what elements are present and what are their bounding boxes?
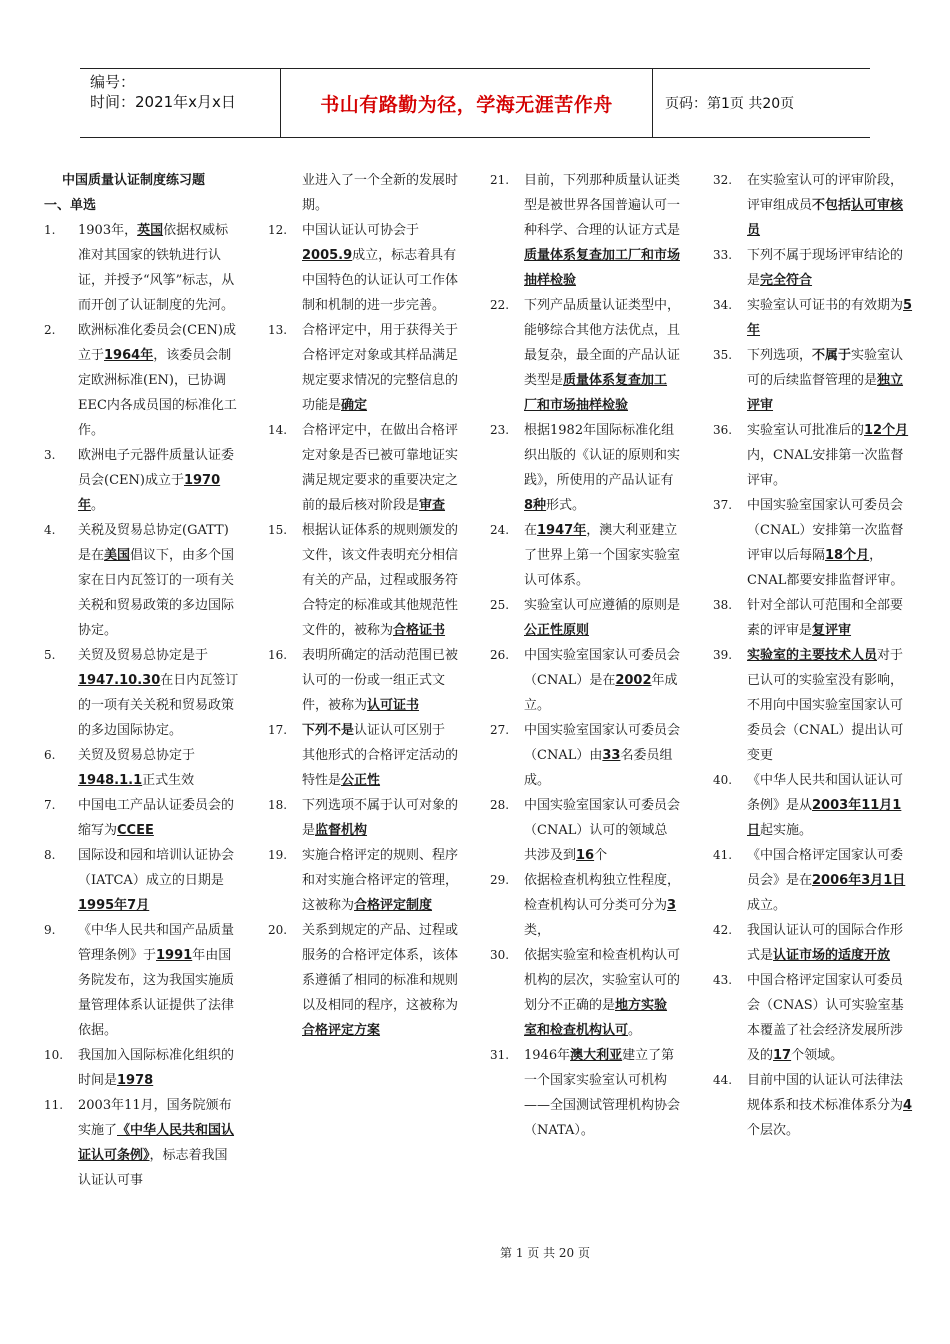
question-item: [713, 843, 913, 918]
answer-text: 12个月: [864, 423, 909, 438]
answer-text: 1991: [156, 948, 193, 963]
question-text: [747, 1068, 913, 1143]
answer-text: 合格评定制度: [354, 898, 433, 913]
answer-text: 完全符合: [760, 273, 813, 288]
question-item: [44, 918, 240, 1043]
question-item: [490, 718, 680, 793]
question-text: [524, 593, 680, 643]
question-text-part: 起实施。: [760, 823, 813, 838]
question-text-part: 中国实验室国家认可委员会（CNAL）由: [524, 723, 680, 763]
answer-text: 1964年: [104, 348, 154, 363]
question-item: [713, 593, 913, 643]
question-item: [268, 793, 458, 843]
question-number: 4.: [44, 523, 56, 537]
question-number: 11.: [44, 1098, 64, 1112]
question-text-part: 下列不属于现场评审结论的是: [747, 248, 904, 288]
question-text-part: 根据认证体系的规则颁发的文件，该文件表明充分相信有关的产品，过程或服务符合特定的标准或其他规范性文件的，被称为: [302, 523, 458, 638]
question-text: [78, 518, 240, 643]
question-text: [747, 493, 913, 593]
question-text: [524, 1043, 680, 1143]
question-keyword: 下列不是: [302, 723, 355, 738]
question-number: 20.: [268, 923, 288, 937]
question-keyword: 不属于: [812, 348, 852, 363]
answer-text: 独立评审: [747, 373, 904, 413]
question-number: 28.: [490, 798, 510, 812]
question-list: [713, 168, 913, 1143]
answer-text: 认证市场的适度开放: [773, 948, 891, 963]
answer-text: 1947年: [537, 523, 587, 538]
question-text-part: ，CNAL都要安排监督评审。: [747, 548, 904, 588]
question-item: [490, 168, 680, 293]
question-item: [490, 943, 680, 1043]
question-item: [44, 743, 240, 793]
answer-text: 美国: [104, 548, 131, 563]
question-text-part: 在: [524, 523, 538, 538]
question-text-part: 关贸及贸易总协定于: [78, 748, 196, 763]
question-number: 42.: [713, 923, 733, 937]
question-text: [747, 593, 913, 643]
question-text-part: 年由国务院发布，这为我国实施质量管理体系认证提供了法律依据。: [78, 948, 235, 1038]
question-item: [44, 843, 240, 918]
question-text-part: 中国实验室国家认可委员会（CNAL）是在: [524, 648, 680, 688]
page-footer: 第 1 页 共 20 页: [500, 1246, 590, 1260]
question-text: [747, 918, 913, 968]
question-text: [747, 643, 913, 768]
column-4: [713, 168, 913, 1228]
question-number: 31.: [490, 1048, 510, 1062]
question-text-part: 2003年11月，国务院颁布实施了: [78, 1098, 232, 1138]
question-text: [747, 843, 913, 918]
question-text-part: ，该委员会制定欧洲标准(EN)，已协调EEC内各成员国的标准化工作。: [78, 348, 237, 438]
date-label: 时间：2021年x月x日: [90, 93, 236, 111]
question-text: [302, 718, 458, 793]
question-item: [490, 793, 680, 868]
question-text-part: 目前中国的认证认可法律法规体系和技术标准体系分为: [747, 1073, 904, 1113]
question-item: [713, 1068, 913, 1143]
answer-text: 认可证书: [367, 698, 420, 713]
question-number: 22.: [490, 298, 510, 312]
question-item: [268, 218, 458, 318]
question-text-part: 中国合格评定国家认可委员会（CNAS）认可实验室基本覆盖了社会经济发展所涉及的: [747, 973, 904, 1063]
question-item: [44, 793, 240, 843]
question-text: [78, 1043, 240, 1093]
question-item: [44, 643, 240, 743]
number-label: 编号：: [90, 73, 136, 91]
answer-text: 18个月: [825, 548, 870, 563]
question-text-part: 下列选项，: [747, 348, 813, 363]
answer-text: 2006年3月1日: [812, 873, 906, 888]
question-keyword: 不包括: [812, 198, 852, 213]
question-number: 25.: [490, 598, 510, 612]
question-text: [302, 918, 458, 1043]
question-number: 26.: [490, 648, 510, 662]
question-item: [44, 443, 240, 518]
question-text-part: 。: [628, 1023, 642, 1038]
answer-text: 英国: [137, 223, 164, 238]
question-text: [78, 793, 240, 843]
question-text: [524, 643, 680, 718]
question-number: 15.: [268, 523, 288, 537]
question-text: [524, 718, 680, 793]
continued-text: 业进入了一个全新的发展时期。: [302, 173, 458, 213]
answer-text: 实验室的主要技术人员: [747, 648, 878, 663]
question-text-part: ，澳大利亚建立了世界上第一个国家实验室认可体系。: [524, 523, 680, 588]
question-text-part: 1946年: [524, 1048, 571, 1063]
question-text-part: 根据1982年国际标准化组织出版的《认证的原则和实践》，所使用的产品认证有: [524, 423, 680, 488]
document-title: 中国质量认证制度练习题: [62, 173, 206, 188]
answer-text: 1978: [117, 1073, 154, 1088]
question-text: [78, 843, 240, 918]
question-text-part: 1903年，: [78, 223, 138, 238]
question-item: [713, 343, 913, 418]
question-number: 40.: [713, 773, 733, 787]
question-number: 43.: [713, 973, 733, 987]
question-text-part: 对于已认可的实验室没有影响，不用向中国实验室国家认可委员会（CNAL）提出认可变更: [747, 648, 904, 763]
question-text-part: 国际设和园和培训认证协会（IATCA）成立的日期是: [78, 848, 235, 888]
question-text-part: 欧洲电子元器件质量认证委员会(CEN)成立于: [78, 448, 235, 488]
answer-text: CCEE: [117, 823, 154, 838]
question-text-part: ，标志着我国认证认可事: [78, 1148, 228, 1188]
question-number: 24.: [490, 523, 510, 537]
question-text: [78, 443, 240, 518]
question-text: [747, 418, 913, 493]
question-item: [268, 643, 458, 718]
question-text-part: 在实验室认可的评审阶段，评审组成员: [747, 173, 904, 213]
question-number: 3.: [44, 448, 56, 462]
question-number: 12.: [268, 223, 288, 237]
question-text-part: 合格评定中，用于获得关于合格评定对象或其样品满足规定要求情况的完整信息的功能是: [302, 323, 458, 413]
question-item: [490, 643, 680, 718]
question-item: [490, 1043, 680, 1143]
question-text: [78, 643, 240, 743]
header-motto-cell: [280, 69, 653, 137]
page-label: 页码：第1页 共20页: [665, 96, 795, 112]
question-text: [78, 218, 240, 318]
question-item: [44, 318, 240, 443]
question-text-part: 年成立。: [524, 673, 678, 713]
answer-text: 公正性: [341, 773, 381, 788]
question-text-part: 成立。: [747, 898, 787, 913]
question-number: 18.: [268, 798, 288, 812]
question-text: [524, 943, 680, 1043]
answer-text: 16: [576, 848, 595, 863]
question-text-part: 。: [91, 498, 105, 513]
question-item: [713, 918, 913, 968]
column-1: [44, 168, 240, 1228]
question-text: [747, 343, 913, 418]
question-item: [44, 1043, 240, 1093]
answer-text: 公正性原则: [524, 623, 590, 638]
column-2: [268, 168, 458, 1228]
question-number: 44.: [713, 1073, 733, 1087]
question-text-part: 欧洲标准化委员会(CEN)成立于: [78, 323, 236, 363]
question-text-part: 在日内瓦签订的一项有关关税和贸易政策的多边国际协定。: [78, 673, 239, 738]
question-number: 13.: [268, 323, 288, 337]
question-item: [490, 518, 680, 593]
question-number: 21.: [490, 173, 510, 187]
question-text-part: 实验室认可应遵循的原则是: [524, 598, 680, 613]
question-text-part: 个领域。: [791, 1048, 844, 1063]
question-text: [302, 318, 458, 418]
answer-text: 4: [903, 1098, 913, 1113]
question-text: [524, 868, 680, 943]
answer-text: 质量体系复查加工厂和市场抽样检验: [524, 248, 680, 288]
question-list: [490, 168, 680, 1143]
answer-text: 1995年7月: [78, 898, 150, 913]
question-number: 14.: [268, 423, 288, 437]
answer-text: 合格评定方案: [302, 1023, 381, 1038]
question-number: 1.: [44, 223, 56, 237]
question-text-part: 建立了第一个国家实验室认可机构——全国测试管理机构协会（NATA）。: [524, 1048, 680, 1138]
question-item: [713, 293, 913, 343]
question-text-part: 我国加入国际标准化组织的时间是: [78, 1048, 235, 1088]
question-text-part: 依据实验室和检查机构认可机构的层次，实验室认可的划分不正确的是: [524, 948, 680, 1013]
question-text-part: 个层次。: [747, 1123, 800, 1138]
question-item: [268, 843, 458, 918]
question-text: [524, 518, 680, 593]
question-number: 5.: [44, 648, 56, 662]
question-text-part: 目前，下列那种质量认证类型是被世界各国普遍认可一种科学、合理的认证方式是: [524, 173, 680, 238]
question-text-part: 关贸及贸易总协定是于: [78, 648, 209, 663]
question-text-part: 实验室认可的后续监督管理的是: [747, 348, 904, 388]
question-item: [268, 518, 458, 643]
question-text-part: 关系到规定的产品、过程或服务的合格评定体系，该体系遵循了相同的标准和规则以及相同的程序，这被称为: [302, 923, 458, 1013]
question-item: [713, 418, 913, 493]
question-number: 16.: [268, 648, 288, 662]
question-text: [302, 518, 458, 643]
answer-text: 确定: [341, 398, 368, 413]
header-meta: [80, 69, 280, 137]
question-number: 9.: [44, 923, 56, 937]
question-text-part: 中国实验室国家认可委员会（CNAL）安排第一次监督评审以后每隔: [747, 498, 904, 563]
header-page-cell: [653, 69, 870, 137]
question-item: [268, 718, 458, 793]
answer-text: 监督机构: [315, 823, 368, 838]
question-number: 2.: [44, 323, 56, 337]
question-number: 36.: [713, 423, 733, 437]
question-item: [713, 493, 913, 593]
question-text: [302, 218, 458, 318]
question-number: 39.: [713, 648, 733, 662]
question-item: [713, 168, 913, 243]
question-text-part: 《中华人民共和国产品质量管理条例》于: [78, 923, 235, 963]
question-text: [747, 168, 913, 243]
question-text: [302, 793, 458, 843]
question-text: [78, 918, 240, 1043]
question-number: 32.: [713, 173, 733, 187]
answer-text: 33: [602, 748, 621, 763]
answer-text: 2003年11月1日: [747, 798, 902, 838]
question-text: [524, 293, 680, 418]
question-number: 37.: [713, 498, 733, 512]
question-item: [490, 593, 680, 643]
question-text-part: 依据检查机构独立性程度，检查机构认可分类可分为: [524, 873, 680, 913]
question-number: 27.: [490, 723, 510, 737]
question-number: 41.: [713, 848, 733, 862]
answer-text: 《中华人民共和国认证认可条例》: [78, 1123, 235, 1163]
question-text-part: 实验室认可证书的有效期为: [747, 298, 904, 313]
page-header: [80, 68, 870, 138]
answer-text: 2002: [615, 673, 652, 688]
question-text-part: 下列产品质量认证类型中，能够综合其他方法优点，且最复杂，最全面的产品认证类型是: [524, 298, 680, 388]
question-text-part: 《中华人民共和国认证认可条例》是从: [747, 773, 904, 813]
question-item: [268, 418, 458, 518]
question-text-part: 中国认证认可协会于: [302, 223, 420, 238]
answer-text: 审查: [419, 498, 446, 513]
question-text: [524, 168, 680, 293]
question-number: 10.: [44, 1048, 64, 1062]
question-text: [78, 318, 240, 443]
question-item: [713, 968, 913, 1068]
question-text-part: 成立，标志着具有中国特色的认证认可工作体制和机制的进一步完善。: [302, 248, 458, 313]
question-text-part: 关税及贸易总协定(GATT)是在: [78, 523, 229, 563]
question-item: [490, 868, 680, 943]
question-item: [490, 418, 680, 518]
answer-text: 地方实验室和检查机构认可: [524, 998, 668, 1038]
question-text: [747, 768, 913, 843]
question-number: 34.: [713, 298, 733, 312]
question-number: 17.: [268, 723, 288, 737]
answer-text: 2005.9: [302, 248, 353, 263]
answer-text: 1970年: [78, 473, 221, 513]
question-text-part: 针对全部认可范围和全部要素的评审是: [747, 598, 904, 638]
question-item: [713, 768, 913, 843]
answer-text: 澳大利亚: [570, 1048, 623, 1063]
answer-text: 认可审核员: [747, 198, 904, 238]
question-item: [713, 243, 913, 293]
question-item: [44, 1093, 240, 1193]
question-text-part: 我国认证认可的国际合作形式是: [747, 923, 904, 963]
question-text: [78, 743, 240, 793]
question-text: [302, 418, 458, 518]
question-number: 30.: [490, 948, 510, 962]
question-list: [44, 218, 240, 1193]
question-list: [268, 218, 458, 1043]
question-text-part: 表明所确定的活动范围已被认可的一份或一组正式文件，被称为: [302, 648, 458, 713]
answer-text: 质量体系复查加工厂和市场抽样检验: [524, 373, 668, 413]
section-title: 一、单选: [44, 198, 97, 213]
question-number: 35.: [713, 348, 733, 362]
question-item: [713, 643, 913, 768]
question-text-part: 个: [594, 848, 608, 863]
question-text: [747, 293, 913, 343]
question-item: [44, 218, 240, 318]
answer-text: 17: [773, 1048, 792, 1063]
question-number: 6.: [44, 748, 56, 762]
question-text: [302, 643, 458, 718]
question-text: [524, 418, 680, 518]
question-number: 7.: [44, 798, 56, 812]
question-item: [268, 318, 458, 418]
question-text-part: 中国电工产品认证委员会的缩写为: [78, 798, 235, 838]
question-number: 33.: [713, 248, 733, 262]
answer-text: 合格证书: [393, 623, 446, 638]
question-text-part: 下列选项不属于认可对象的是: [302, 798, 458, 838]
question-number: 38.: [713, 598, 733, 612]
answer-text: 复评审: [812, 623, 852, 638]
answer-text: 1947.10.30: [78, 673, 161, 688]
question-item: [490, 293, 680, 418]
question-text: [747, 243, 913, 293]
question-text-part: 实施合格评定的规则、程序和对实施合格评定的管理，这被称为: [302, 848, 458, 913]
question-text-part: 中国实验室国家认可委员会（CNAL）认可的领域总共涉及到: [524, 798, 680, 863]
answer-text: 5年: [747, 298, 913, 338]
question-text: [747, 968, 913, 1068]
question-text-part: 《中国合格评定国家认可委员会》是在: [747, 848, 904, 888]
question-text-part: 认证认可区别于其他形式的合格评定活动的特性是: [302, 723, 458, 788]
question-text-part: 实验室认可批准后的: [747, 423, 865, 438]
question-text-part: 倡议下，由多个国家在日内瓦签订的一项有关关税和贸易政策的多边国际协定。: [78, 548, 235, 638]
question-text-part: 依据权威标准对其国家的铁轨进行认证，并授予“风筝”标志，从而开创了认证制度的先河。: [78, 223, 235, 313]
column-3: [490, 168, 680, 1228]
question-number: 19.: [268, 848, 288, 862]
answer-text: 3: [667, 898, 677, 913]
question-item: [268, 918, 458, 1043]
question-text: [78, 1093, 240, 1193]
question-number: 29.: [490, 873, 510, 887]
question-text-part: 名委员组成。: [524, 748, 673, 788]
answer-text: 8种: [524, 498, 547, 513]
question-text-part: 类，: [524, 923, 551, 938]
question-number: 23.: [490, 423, 510, 437]
question-text-part: 正式生效: [142, 773, 195, 788]
question-text: [302, 843, 458, 918]
question-text-part: 合格评定中，在做出合格评定对象是否已被可靠地证实满足规定要求的重要决定之前的最后核对阶段是: [302, 423, 458, 513]
question-text-part: 内，CNAL安排第一次监督评审。: [747, 448, 904, 488]
question-number: 8.: [44, 848, 56, 862]
question-text: [524, 793, 680, 868]
question-item: [44, 518, 240, 643]
motto: 书山有路勤为径，学海无涯苦作舟: [320, 93, 613, 116]
question-text-part: 形式。: [546, 498, 586, 513]
answer-text: 1948.1.1: [78, 773, 143, 788]
